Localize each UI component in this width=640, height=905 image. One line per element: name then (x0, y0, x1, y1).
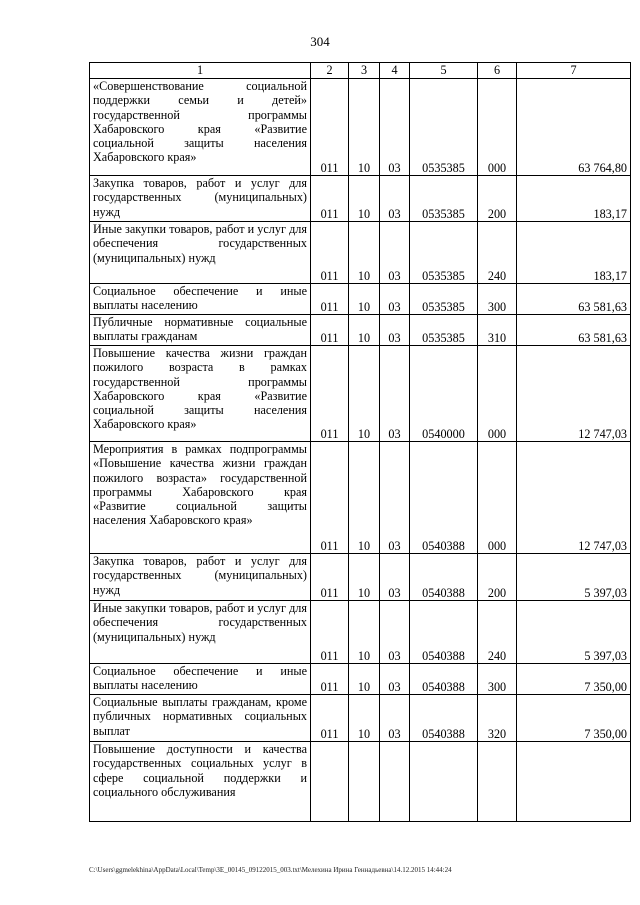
row-description (90, 601, 311, 664)
table-row (90, 601, 631, 664)
code-section: 10 (349, 442, 380, 554)
table-row (90, 554, 631, 601)
code-ministry: 011 (311, 695, 349, 742)
code-ministry: 011 (311, 442, 349, 554)
amount: 5 397,03 (517, 554, 631, 601)
code-ministry: 011 (311, 315, 349, 346)
code-section: 10 (349, 284, 380, 315)
code-subsection: 03 (380, 346, 410, 442)
code-expense-type: 000 (478, 346, 517, 442)
row-description (90, 742, 311, 822)
code-target: 0540388 (410, 442, 478, 554)
amount (517, 742, 631, 822)
header-cell: 3 (349, 63, 380, 79)
row-description (90, 554, 311, 601)
table-row (90, 284, 631, 315)
amount: 63 581,63 (517, 284, 631, 315)
amount: 5 397,03 (517, 601, 631, 664)
code-subsection: 03 (380, 222, 410, 284)
row-description-text: Закупка товаров, работ и услуг для государственных (муниципальных) нужд (93, 554, 307, 597)
code-expense-type: 000 (478, 79, 517, 176)
code-expense-type: 240 (478, 601, 517, 664)
row-description (90, 664, 311, 695)
code-expense-type: 300 (478, 284, 517, 315)
code-expense-type: 200 (478, 554, 517, 601)
code-subsection: 03 (380, 695, 410, 742)
code-expense-type: 000 (478, 442, 517, 554)
row-description-text: Иные закупки товаров, работ и услуг для обеспечения государственных (муниципальных) нужд (93, 222, 307, 265)
table-header-row (90, 63, 631, 79)
code-subsection: 03 (380, 442, 410, 554)
row-description-text: Публичные нормативные социальные выплаты гражданам (93, 315, 307, 344)
code-target: 0535385 (410, 284, 478, 315)
amount: 12 747,03 (517, 346, 631, 442)
code-expense-type: 240 (478, 222, 517, 284)
header-cell: 1 (90, 63, 311, 79)
code-expense-type: 310 (478, 315, 517, 346)
code-expense-type: 200 (478, 176, 517, 222)
table-row (90, 695, 631, 742)
code-section: 10 (349, 346, 380, 442)
code-target: 0535385 (410, 79, 478, 176)
table-row (90, 222, 631, 284)
code-subsection: 03 (380, 554, 410, 601)
code-section: 10 (349, 695, 380, 742)
amount: 12 747,03 (517, 442, 631, 554)
code-target: 0540388 (410, 664, 478, 695)
row-description-text: Закупка товаров, работ и услуг для государственных (муниципальных) нужд (93, 176, 307, 219)
code-expense-type: 300 (478, 664, 517, 695)
code-subsection (380, 742, 410, 822)
code-target: 0540000 (410, 346, 478, 442)
code-ministry: 011 (311, 79, 349, 176)
row-description-text: Повышение качества жизни граждан пожилого возраста в рамках государственной программы Хабаровского края «Развитие социальной защиты населения Хабаровского края» (93, 346, 307, 432)
code-target: 0535385 (410, 176, 478, 222)
code-target: 0540388 (410, 695, 478, 742)
code-ministry: 011 (311, 176, 349, 222)
row-description-text: Социальное обеспечение и иные выплаты населению (93, 664, 307, 693)
code-section (349, 742, 380, 822)
row-description (90, 79, 311, 176)
code-target (410, 742, 478, 822)
budget-table (89, 62, 631, 822)
header-cell: 5 (410, 63, 478, 79)
row-description (90, 695, 311, 742)
document-path-footer: C:\Users\ggmelekhina\AppData\Local\Temp\3E_00145_09122015_003.txt\Мелехина Ирина Геннадьевна\14.12.2015 14:44:24 (89, 866, 452, 874)
row-description (90, 346, 311, 442)
code-section: 10 (349, 79, 380, 176)
row-description-text: Повышение доступности и качества государственных социальных услуг в сфере социальной поддержки и социального обслуживания (93, 742, 307, 799)
amount: 183,17 (517, 222, 631, 284)
amount: 7 350,00 (517, 695, 631, 742)
code-ministry: 011 (311, 284, 349, 315)
amount: 63 764,80 (517, 79, 631, 176)
table-row (90, 742, 631, 822)
row-description-text: «Совершенствование социальной поддержки семьи и детей» государственной программы Хабаровского края «Развитие социальной защиты населения Хабаровского края» (93, 79, 307, 165)
code-section: 10 (349, 315, 380, 346)
row-description (90, 442, 311, 554)
code-section: 10 (349, 176, 380, 222)
code-target: 0535385 (410, 222, 478, 284)
row-description-text: Социальные выплаты гражданам, кроме публичных нормативных социальных выплат (93, 695, 307, 738)
code-ministry: 011 (311, 664, 349, 695)
code-ministry: 011 (311, 601, 349, 664)
header-cell: 4 (380, 63, 410, 79)
row-description (90, 222, 311, 284)
table-row (90, 79, 631, 176)
code-section: 10 (349, 554, 380, 601)
code-subsection: 03 (380, 176, 410, 222)
row-description (90, 315, 311, 346)
code-section: 10 (349, 222, 380, 284)
code-section: 10 (349, 664, 380, 695)
row-description (90, 284, 311, 315)
table-row (90, 315, 631, 346)
code-expense-type: 320 (478, 695, 517, 742)
row-description-text: Социальное обеспечение и иные выплаты населению (93, 284, 307, 313)
row-description-text: Мероприятия в рамках подпрограммы «Повышение качества жизни граждан пожилого возраста» государственной программы Хабаровского края «Развитие социальной защиты населения Хабаровского края» (93, 442, 307, 528)
code-ministry: 011 (311, 554, 349, 601)
code-subsection: 03 (380, 601, 410, 664)
code-target: 0540388 (410, 601, 478, 664)
code-target: 0540388 (410, 554, 478, 601)
table-row (90, 664, 631, 695)
code-ministry: 011 (311, 222, 349, 284)
amount: 183,17 (517, 176, 631, 222)
header-cell: 6 (478, 63, 517, 79)
row-description (90, 176, 311, 222)
header-cell: 2 (311, 63, 349, 79)
code-ministry: 011 (311, 346, 349, 442)
code-expense-type (478, 742, 517, 822)
code-subsection: 03 (380, 315, 410, 346)
page-number: 304 (310, 34, 330, 49)
header-cell: 7 (517, 63, 631, 79)
code-subsection: 03 (380, 284, 410, 315)
code-subsection: 03 (380, 664, 410, 695)
code-target: 0535385 (410, 315, 478, 346)
table-row (90, 442, 631, 554)
code-ministry (311, 742, 349, 822)
row-description-text: Иные закупки товаров, работ и услуг для обеспечения государственных (муниципальных) нужд (93, 601, 307, 644)
table-row (90, 346, 631, 442)
table-row (90, 176, 631, 222)
amount: 63 581,63 (517, 315, 631, 346)
code-section: 10 (349, 601, 380, 664)
amount: 7 350,00 (517, 664, 631, 695)
code-subsection: 03 (380, 79, 410, 176)
